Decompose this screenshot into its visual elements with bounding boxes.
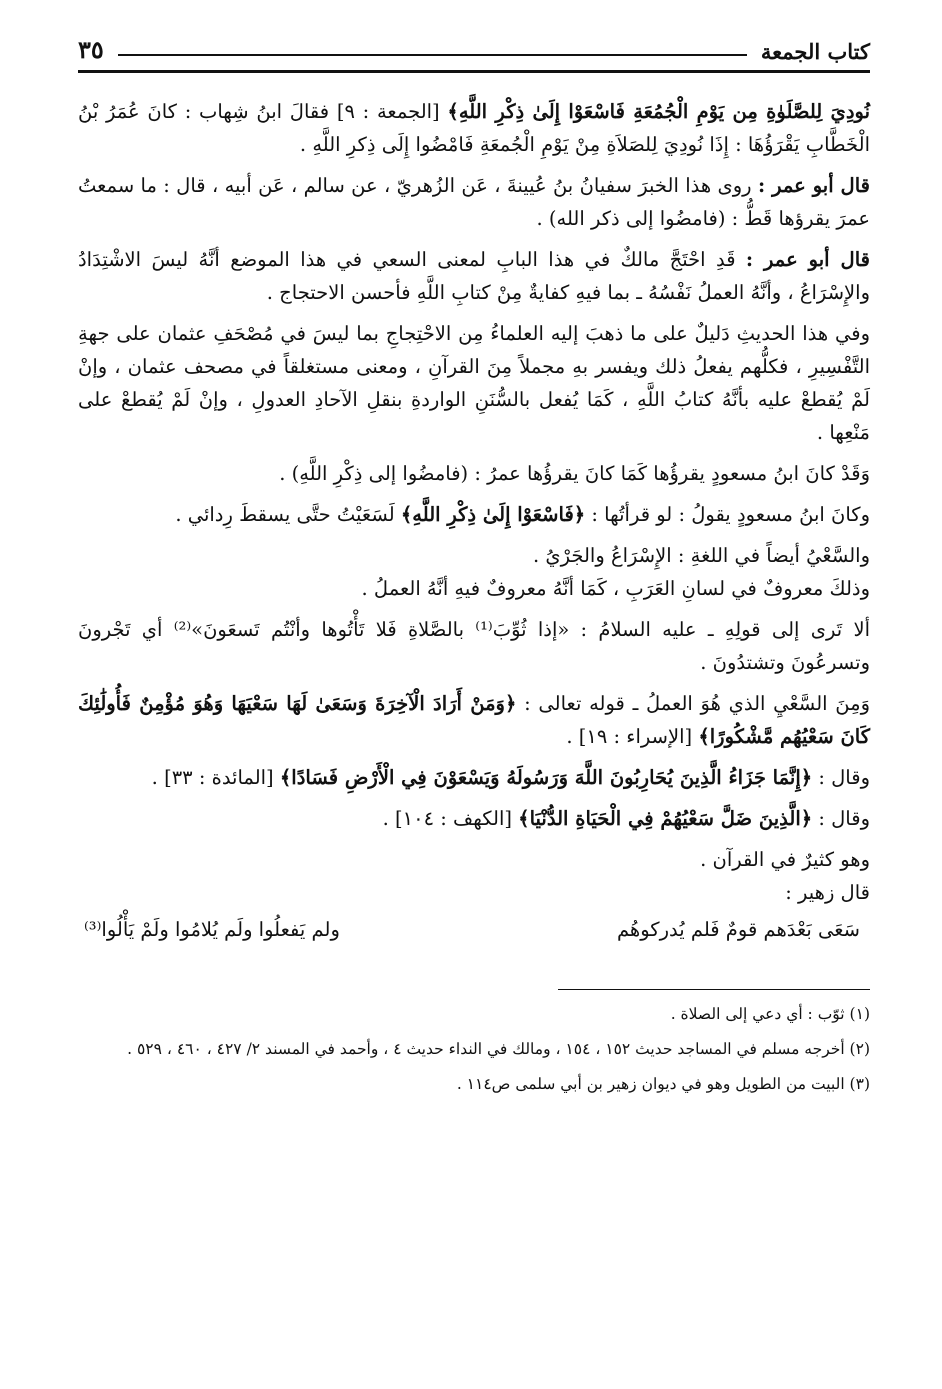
paragraph-text: وفي هذا الحديثِ دَليلٌ على ما ذهبَ إليه العلماءُ مِن الاحْتِجاجِ بما ليسَ في مُصْحَفِ عثمان على جهةِ التَّفْسِيرِ ، فكلُّهم يفعلُ ذلك ويفسر بهِ مجملاً مِنَ القرآنِ ، ومعنى مستغلقاً في مصحف عثمان ، وإنْ لَمْ يُقطعْ عليه بأنَّهُ كتابُ اللَّهِ ، كَمَا يُفعل بالسُّنَنِ الواردةِ بنقلِ الآحادِ العدولِ ، وإنْ لَمْ يُقطعْ على مَنْعِها . — [78, 322, 870, 444]
paragraph-text: وقال : — [812, 766, 870, 789]
paragraph-8 — [78, 572, 870, 605]
footnote-2: (٢) أخرجه مسلم في المساجد حديث ١٥٢ ، ١٥٤ ، ومالك في النداء حديث ٤ ، وأحمد في المسند ٢/ ٤٢٧ ، ٤٦٠ ، ٥٢٩ . — [127, 1040, 870, 1058]
paragraph-2 — [78, 169, 870, 235]
quran-quote: ﴿الَّذِينَ ضَلَّ سَعْيُهُمْ فِي الْحَيَاةِ الدُّنْيَا﴾ — [518, 807, 813, 830]
paragraph-text: قَدِ احْتَجَّ مالكٌ في هذا البابِ لمعنى السعي في هذا الموضع أنَّهُ ليسَ الاشْتِدَادُ والإِسْرَاعُ ، وأنَّهُ العملُ نَفْسُهُ ـ بما فيهِ كفايةٌ مِنْ كتابِ اللَّهِ فأحسن الاحتجاج . — [78, 248, 870, 304]
paragraph-text: [الكهف : ١٠٤] . — [382, 807, 519, 830]
paragraph-text: وهو كثيرٌ في القرآن . — [700, 848, 870, 871]
main-text — [78, 95, 870, 947]
footnote-1: (١) ثوّب : أي دعي إلى الصلاة . — [670, 1005, 870, 1023]
paragraph-5 — [78, 457, 870, 490]
quran-quote: ﴿وَمَنْ أَرَادَ الْآخِرَةَ وَسَعَىٰ لَهَا سَعْيَهَا وَهُوَ مُؤْمِنٌ فَأُولَٰئِكَ كَانَ سَعْيُهُم مَّشْكُورًا﴾ — [78, 692, 870, 748]
verse-second-hemistich: ولم يَفعلُوا ولَم يُلامُوا ولَمْ يَأْلُوا⁽³⁾ — [84, 918, 340, 941]
header-rule — [118, 54, 747, 56]
paragraph-text: وَقَدْ كانَ ابنُ مسعودٍ يقرؤُها كَمَا كانَ يقرؤُها عمرُ : (فامضُوا إلى ذِكْرِ اللَّهِ) . — [279, 462, 870, 485]
page-number: ٣٥ — [78, 35, 104, 64]
quran-quote: ﴿إِنَّمَا جَزَاءُ الَّذِينَ يُحَارِبُونَ اللَّهَ وَرَسُولَهُ وَيَسْعَوْنَ فِي الْأَرْضِ فَسَادًا﴾ — [279, 766, 813, 789]
paragraph-text: [الإسراء : ١٩] . — [566, 725, 699, 748]
paragraph-1 — [78, 95, 870, 161]
paragraph-12 — [78, 802, 870, 835]
paragraph-6 — [78, 498, 870, 531]
paragraph-text: وذلكَ معروفٌ في لسانِ العَرَبِ ، كَمَا أنَّهُ معروفٌ فيهِ أنَّهُ العملُ . — [361, 577, 870, 600]
footnote-divider — [558, 989, 870, 990]
paragraph-text: روى هذا الخبرَ سفيانُ بنُ عُيينةَ ، عَن الزُهريّ ، عن سالم ، عَن أبيه ، قال : ما سمعتُ عمرَ يقرؤها قَطُّ : (فامضُوا إلى ذكر الله) . — [78, 174, 870, 230]
paragraph-3 — [78, 243, 870, 309]
paragraph-text: والسَّعْيُ أيضاً في اللغةِ : الإِسْرَاعُ والجَرْيُ . — [532, 544, 870, 567]
footnotes — [78, 1000, 870, 1099]
quran-quote: نُودِيَ لِلصَّلَوٰةِ مِن يَوْمِ الْجُمُعَةِ فَاسْعَوْا إِلَىٰ ذِكْرِ اللَّهِ﴾ — [447, 100, 871, 123]
header-divider — [78, 70, 870, 73]
quran-quote: ﴿فَاسْعَوْا إِلَىٰ ذِكْرِ اللَّهِ﴾ — [400, 503, 586, 526]
paragraph-text: لَسَعَيْتُ حتَّى يسقطَ رِدائي . — [175, 503, 401, 526]
paragraph-text: وكانَ ابنُ مسعودٍ يقولُ : لو قرأتُها : — [585, 503, 870, 526]
paragraph-text: [المائدة : ٣٣] . — [151, 766, 280, 789]
paragraph-13 — [78, 843, 870, 876]
chapter-title: كتاب الجمعة — [760, 39, 870, 64]
paragraph-text: وَمِنَ السَّعْيِ الذي هُوَ العملُ ـ قوله تعالى : — [516, 692, 870, 715]
verse-first-hemistich: سَعَى بَعْدَهم قومٌ فَلم يُدركوهُم — [616, 918, 860, 941]
footnote-3: (٣) البيت من الطويل وهو في ديوان زهير بن أبي سلمى ص١١٤ . — [456, 1075, 870, 1093]
paragraph-text: قال زهير : — [785, 881, 870, 904]
paragraph-14 — [78, 876, 870, 909]
paragraph-text: وقال : — [812, 807, 870, 830]
paragraph-lead: قال أبو عمر : — [757, 174, 870, 197]
paragraph-text: ألا تَرى إلى قولِهِ ـ عليه السلامُ : «إذا ثُوِّبَ⁽¹⁾ بالصَّلاةِ فَلا تَأْتُوها وأنْتُم تَسعَونَ»⁽²⁾ أي تَجْرونَ وتسرعُونَ وتشتدُونَ . — [78, 618, 871, 674]
paragraph-lead: قال أبو عمر : — [745, 248, 870, 271]
running-header — [78, 26, 870, 64]
paragraph-4 — [78, 317, 870, 449]
paragraph-text: [الجمعة : ٩] فقالَ ابنُ شِهاب : كانَ عُمَرُ بْنُ الْخَطَّابِ يَقْرَؤُهَا : إِذَا نُودِيَ لِلصَلاَةِ مِنْ يَوْمِ الْجُمعَةِ فَامْضُوا إِلَى ذِكرِ اللَّهِ . — [78, 100, 870, 156]
paragraph-11 — [78, 761, 870, 794]
paragraph-9 — [78, 613, 870, 679]
poetry-verse — [78, 913, 870, 947]
paragraph-10 — [78, 687, 870, 753]
paragraph-7 — [78, 539, 870, 572]
